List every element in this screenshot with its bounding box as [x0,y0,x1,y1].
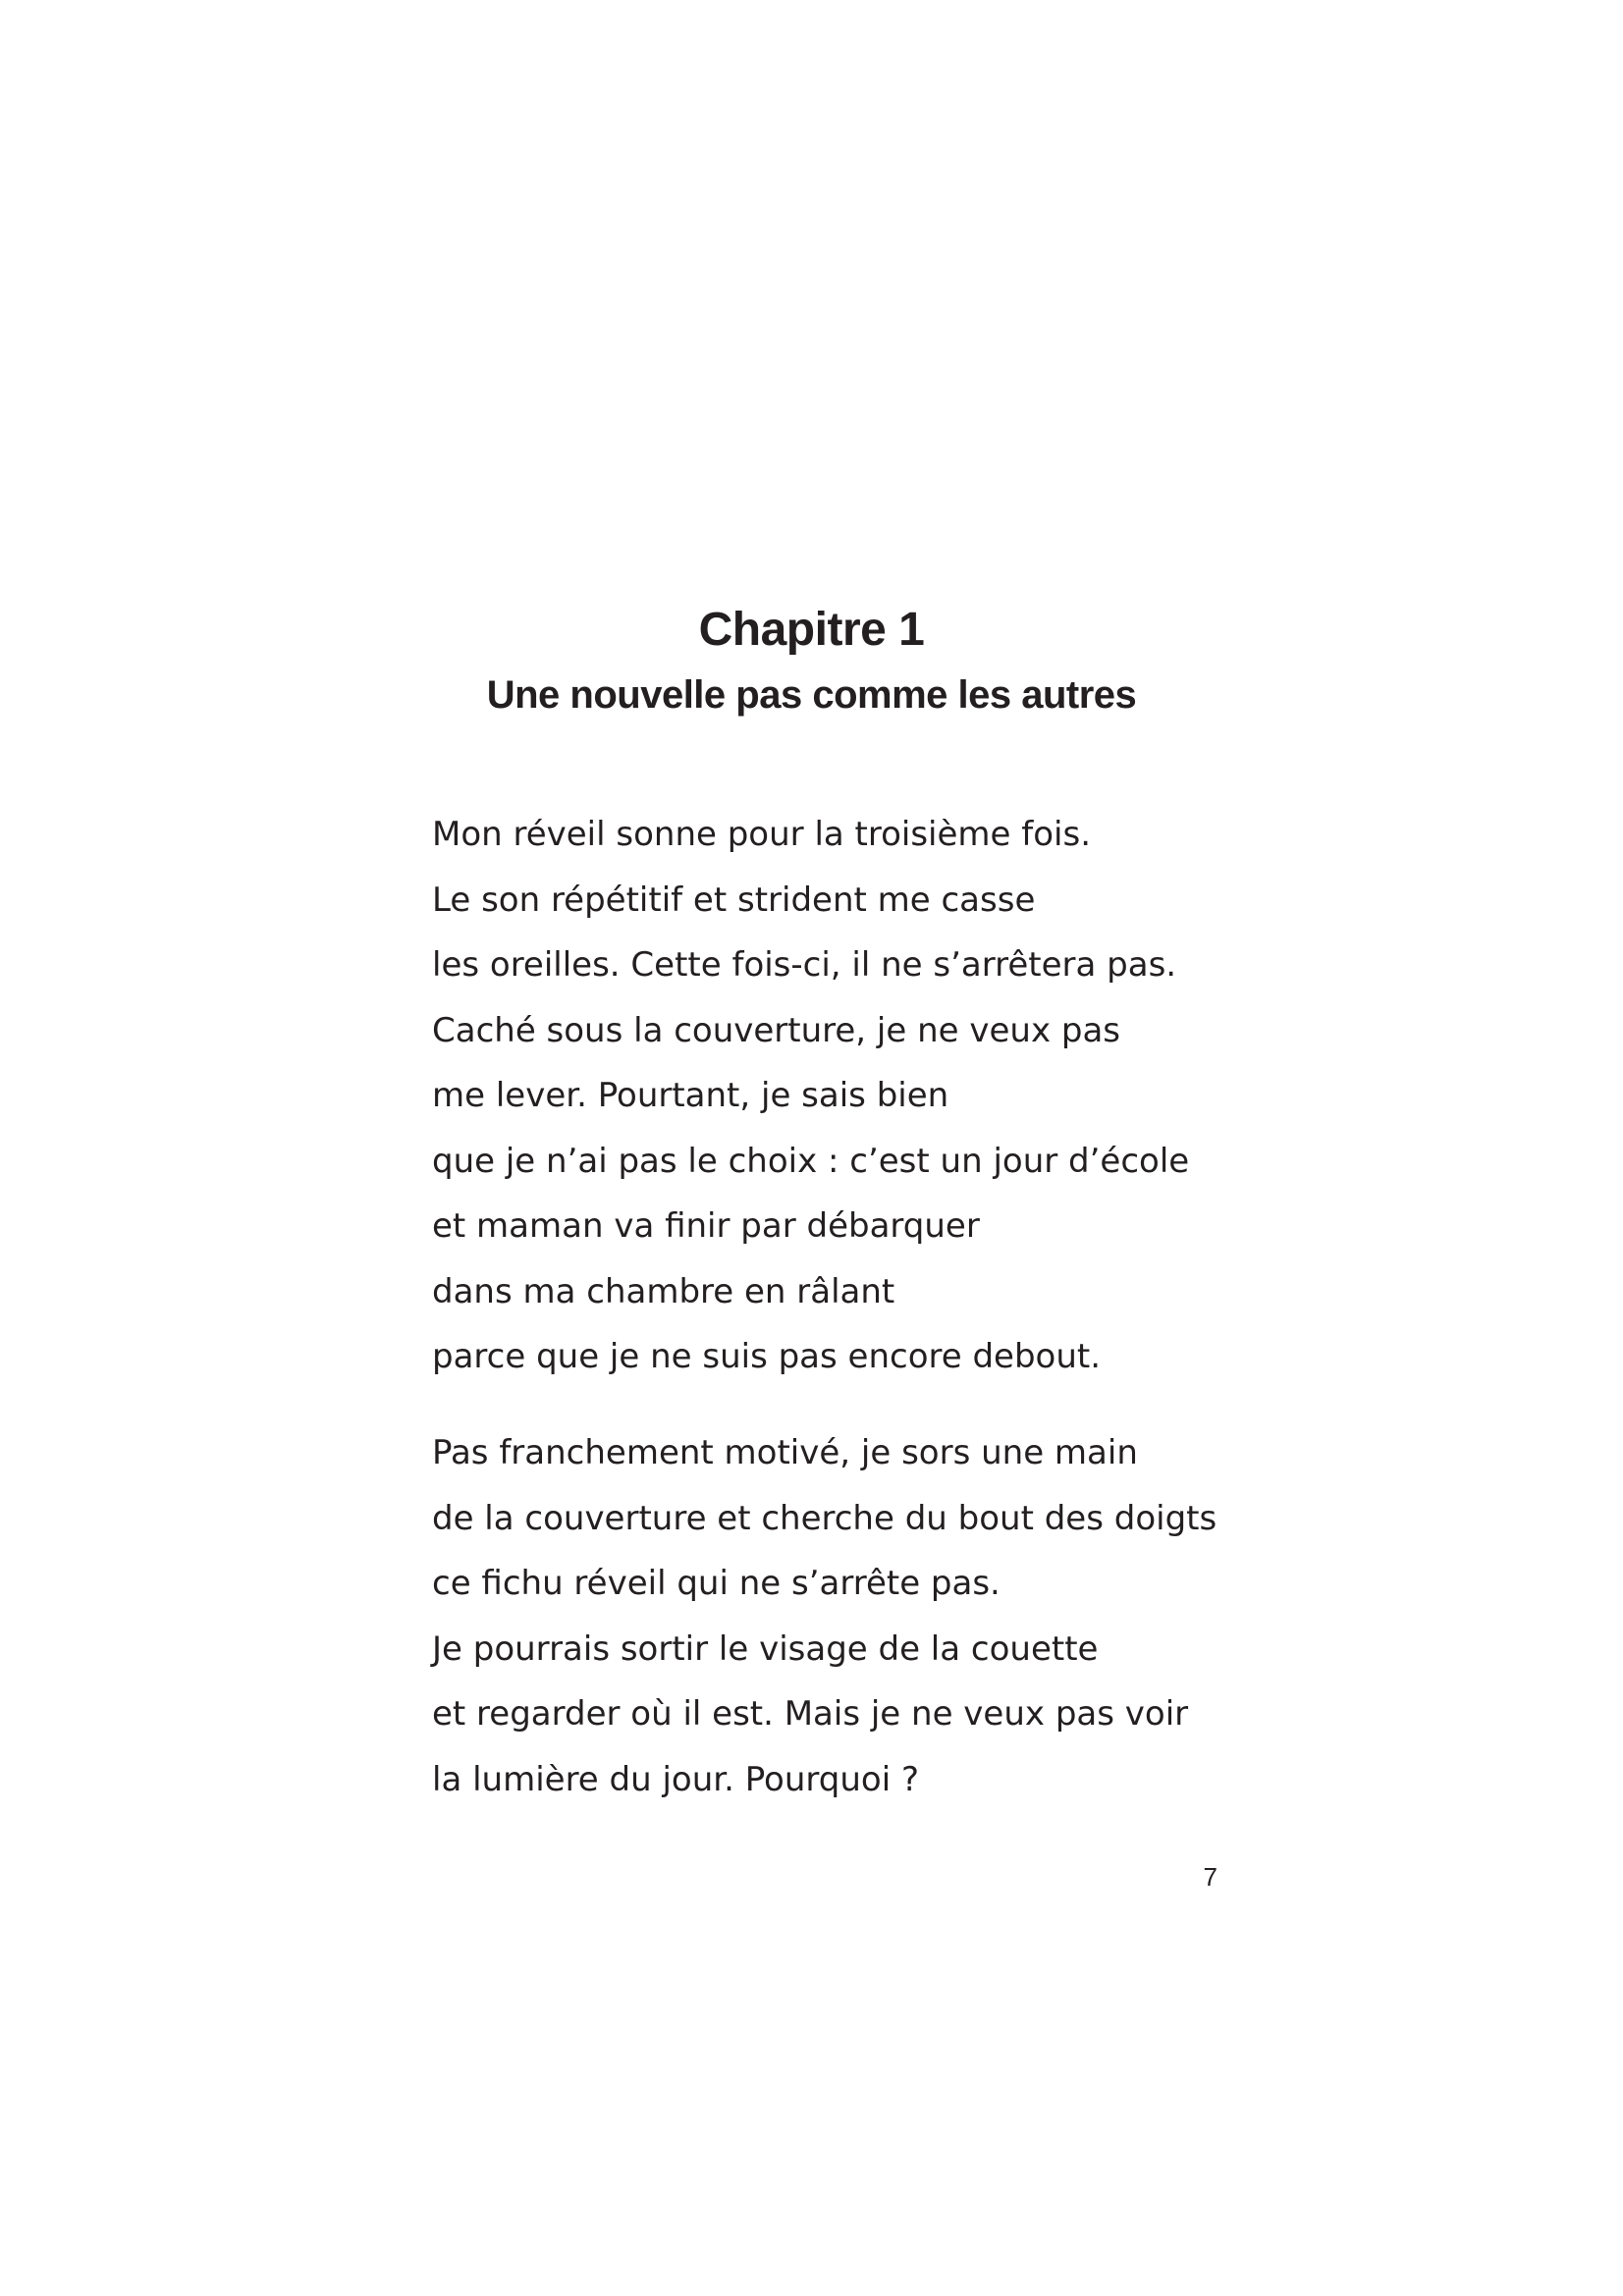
text-line: que je n’ai pas le choix : c’est un jour d’école [432,1141,1190,1181]
text-line: les oreilles. Cette fois-ci, il ne s’arrêtera pas. [432,945,1177,985]
text-line: Je pourrais sortir le visage de la couette [432,1629,1099,1669]
page-number: 7 [1203,1862,1217,1892]
paragraph [432,1420,1316,1812]
text-line: Mon réveil sonne pour la troisième fois. [432,815,1092,854]
text-line: et regarder où il est. Mais je ne veux pas voir [432,1694,1189,1734]
text-line: ce fichu réveil qui ne s’arrête pas. [432,1564,1001,1603]
chapter-number: Chapitre 1 [698,604,925,656]
text-line: de la couverture et cherche du bout des doigts [432,1498,1217,1538]
text-line: parce que je ne suis pas encore debout. [432,1337,1102,1376]
text-line: Pas franchement motivé, je sors une main [432,1433,1138,1472]
text-line: Caché sous la couverture, je ne veux pas [432,1010,1121,1050]
text-line: me lever. Pourtant, je sais bien [432,1076,949,1115]
text-line: la lumière du jour. Pourquoi ? [432,1759,919,1799]
paragraph [432,802,1316,1390]
text-line: Le son répétitif et strident me casse [432,880,1036,920]
text-line: et maman va finir par débarquer [432,1206,980,1246]
text-line: dans ma chambre en râlant [432,1271,895,1311]
chapter-title: Une nouvelle pas comme les autres [486,673,1137,717]
